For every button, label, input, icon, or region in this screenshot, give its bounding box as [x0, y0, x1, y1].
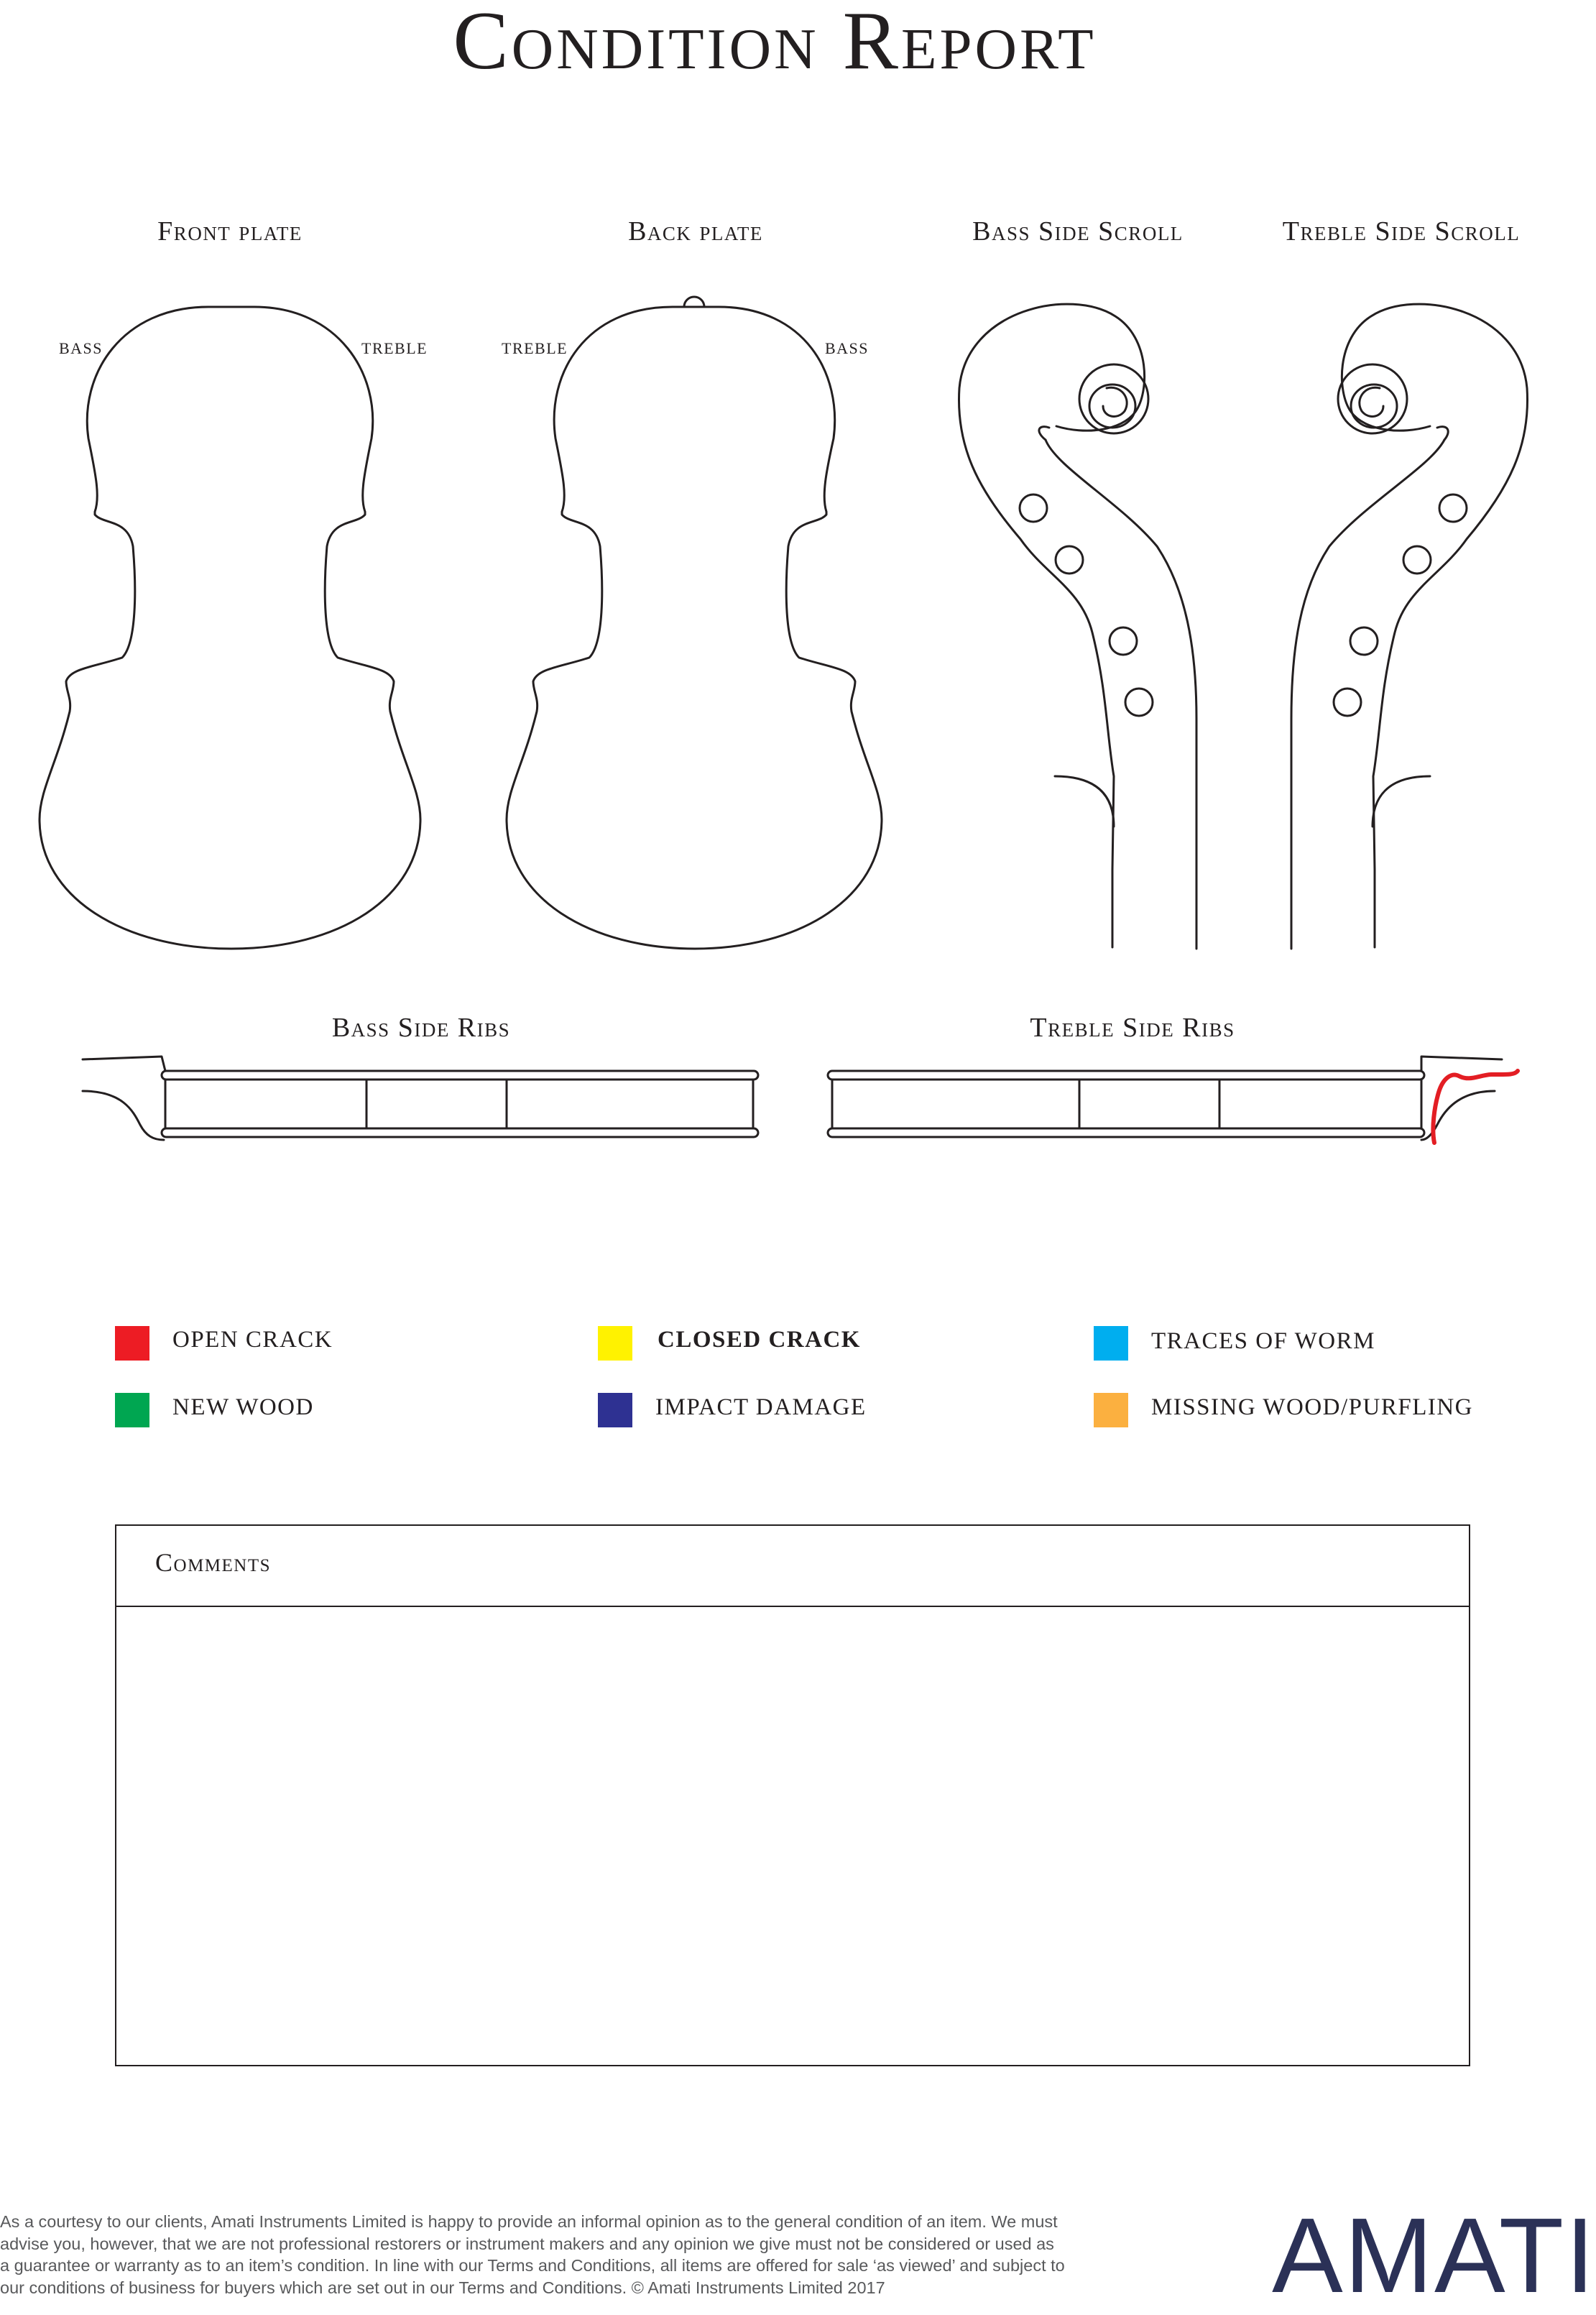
disclaimer-line: As a courtesy to our clients, Amati Instruments Limited is happy to provide an informal opinion as to the general condition of an item. We must [0, 2212, 1058, 2231]
legend-label-traces-of-worm: TRACES OF WORM [1151, 1328, 1375, 1354]
bass-scroll-drawing [959, 304, 1196, 949]
legend-swatch-closed-crack [598, 1326, 632, 1361]
front-plate-heading: Front plate [157, 216, 303, 247]
legend-swatch-missing-wood [1094, 1393, 1128, 1427]
comments-box [115, 1524, 1470, 2066]
disclaimer-line: advise you, however, that we are not professional restorers or instrument makers and any opinion we give must not be considered or used as [0, 2234, 1054, 2253]
front-bass-label: BASS [59, 339, 103, 357]
treble-ribs-heading: Treble Side Ribs [1030, 1013, 1235, 1043]
comments-header [116, 1526, 1469, 1607]
front-treble-label: TREBLE [361, 339, 428, 357]
page-title: Condition Report [453, 0, 1097, 87]
bass-ribs-drawing [83, 1057, 758, 1140]
legend-swatch-impact-damage [598, 1393, 632, 1427]
back-plate-button [684, 297, 704, 307]
bass-scroll-heading: Bass Side Scroll [972, 216, 1184, 247]
disclaimer-line: a guarantee or warranty as to an item’s condition. In line with our Terms and Conditions, all items are offered for sale ‘as viewed’ and subject to [0, 2256, 1065, 2275]
treble-ribs-drawing [828, 1057, 1502, 1140]
back-bass-label: BASS [825, 339, 870, 357]
treble-scroll-drawing [1291, 304, 1528, 949]
back-plate-outline [507, 307, 882, 949]
amati-logo: AMATI [1272, 2196, 1596, 2315]
bass-ribs-heading: Bass Side Ribs [331, 1013, 511, 1043]
legend-swatch-new-wood [115, 1393, 149, 1427]
legend-label-open-crack: OPEN CRACK [172, 1327, 333, 1353]
legend-swatch-traces-of-worm [1094, 1326, 1128, 1361]
legend-label-closed-crack: CLOSED CRACK [658, 1327, 861, 1353]
legend-label-new-wood: NEW WOOD [172, 1394, 314, 1420]
legend-swatch-open-crack [115, 1326, 149, 1361]
back-plate-heading: Back plate [628, 216, 763, 247]
back-treble-label: TREBLE [502, 339, 568, 357]
front-plate-outline [40, 307, 420, 949]
legend-label-impact-damage: IMPACT DAMAGE [655, 1394, 867, 1420]
treble-scroll-heading: Treble Side Scroll [1282, 216, 1521, 247]
open-crack-marking [1433, 1071, 1518, 1143]
disclaimer [0, 2211, 1143, 2298]
legend-label-missing-wood: MISSING WOOD/PURFLING [1151, 1394, 1474, 1420]
comments-title: Comments [155, 1548, 272, 1577]
disclaimer-line: our conditions of business for buyers which are set out in our Terms and Conditions. © Amati Instruments Limited 2017 [0, 2278, 885, 2297]
comments-area[interactable] [116, 1607, 1469, 2065]
